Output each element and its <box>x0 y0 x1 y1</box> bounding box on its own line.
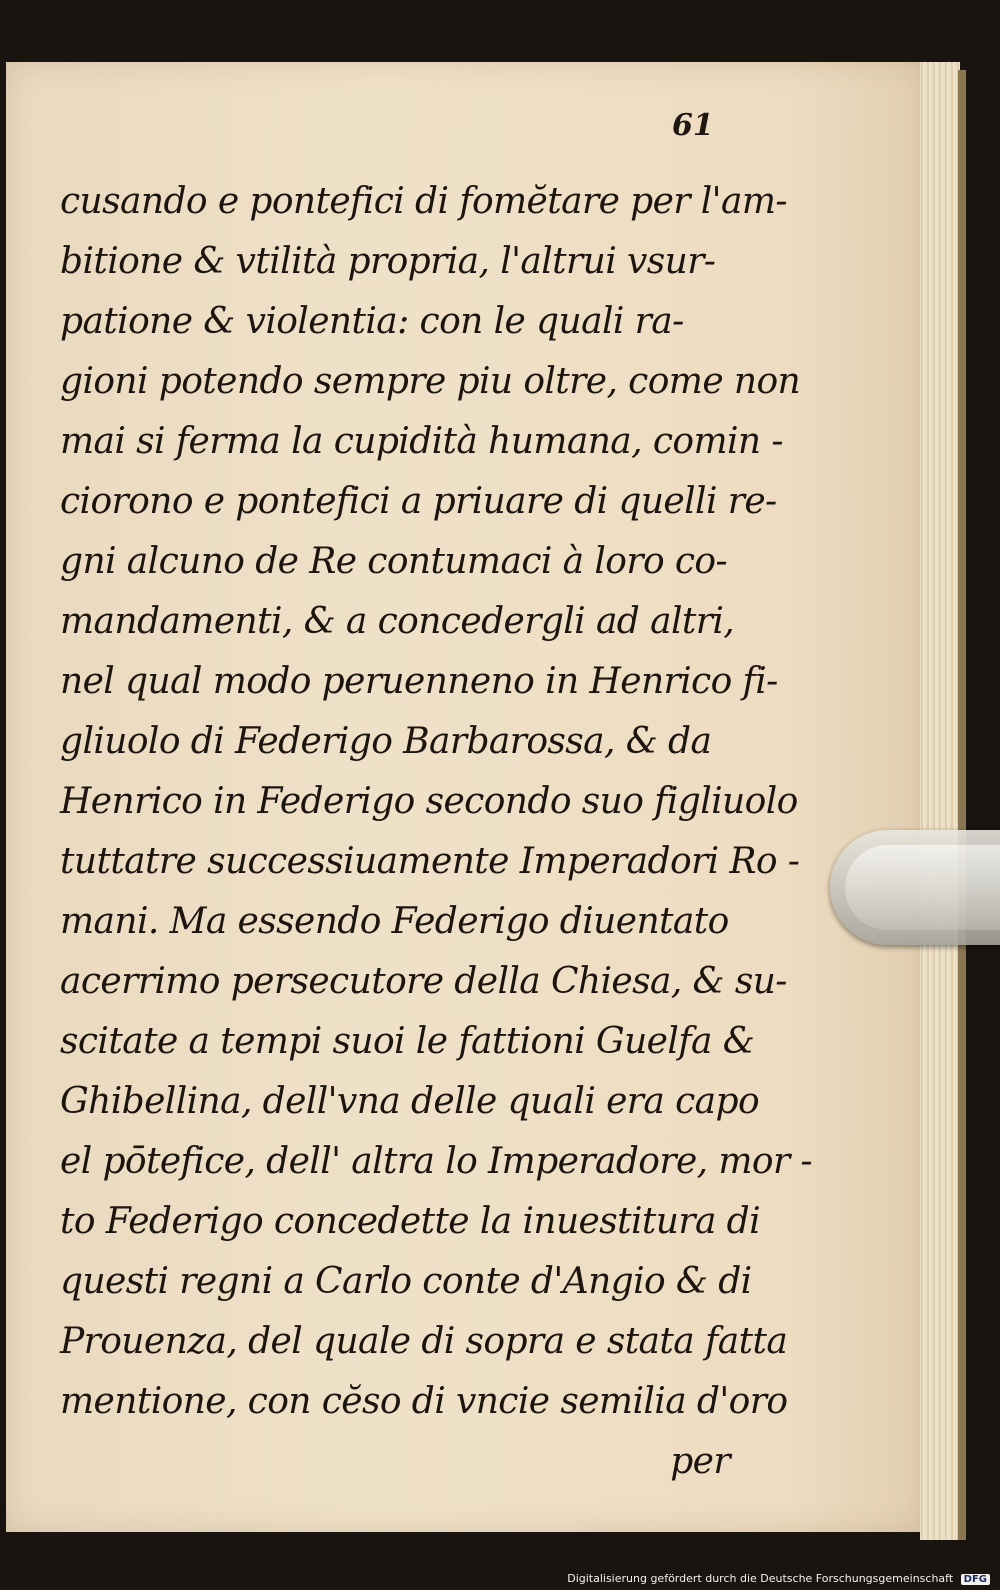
text-line: Prouenza, del quale di sopra e stata fatta <box>60 1321 788 1362</box>
text-line: gni alcuno de Re contumaci à loro co- <box>60 541 728 582</box>
text-line: scitate a tempi suoi le fattioni Guelfa & <box>60 1021 755 1062</box>
text-line: el pōtefice, dell' altra lo Imperadore, mor - <box>60 1141 812 1182</box>
page-text <box>60 172 812 1492</box>
page-edge-shadow <box>958 70 966 1540</box>
credit-text: Digitalisierung gefördert durch die Deutsche Forschungsgemeinschaft <box>567 1572 954 1585</box>
text-line: mai si ferma la cupidità humana, comin - <box>60 421 783 462</box>
dfg-logo: DFG <box>961 1574 990 1585</box>
text-line: gioni potendo sempre piu oltre, come non <box>60 361 801 402</box>
text-line: bitione & vtilità propria, l'altrui vsur- <box>60 241 716 282</box>
text-line: Ghibellina, dell'vna delle quali era capo <box>60 1081 760 1122</box>
text-line: gliuolo di Federigo Barbarossa, & da <box>60 721 712 762</box>
page-clip-highlight <box>845 845 1000 930</box>
text-line: acerrimo persecutore della Chiesa, & su- <box>60 961 787 1002</box>
text-line: mani. Ma essendo Federigo diuentato <box>60 901 729 942</box>
text-line: ciorono e pontefici a priuare di quelli re- <box>60 481 777 522</box>
text-line: cusando e pontefici di fomĕtare per l'am- <box>60 181 787 222</box>
text-line: tuttatre successiuamente Imperadori Ro - <box>60 841 800 882</box>
digitization-credit <box>567 1572 990 1585</box>
text-line: mentione, con cĕso di vncie semilia d'oro <box>60 1381 788 1422</box>
text-line: Henrico in Federigo secondo suo figliuolo <box>60 781 798 822</box>
text-line: to Federigo concedette la inuestitura di <box>60 1201 761 1242</box>
text-line: patione & violentia: con le quali ra- <box>60 301 684 342</box>
text-line: nel qual modo peruenneno in Henrico fi- <box>60 661 778 702</box>
text-line: mandamenti, & a concedergli ad altri, <box>60 601 735 642</box>
catchword: per <box>670 1441 730 1482</box>
page-edges <box>920 62 960 1540</box>
text-line: questi regni a Carlo conte d'Angio & di <box>60 1261 752 1302</box>
page-number: 61 <box>672 108 714 143</box>
